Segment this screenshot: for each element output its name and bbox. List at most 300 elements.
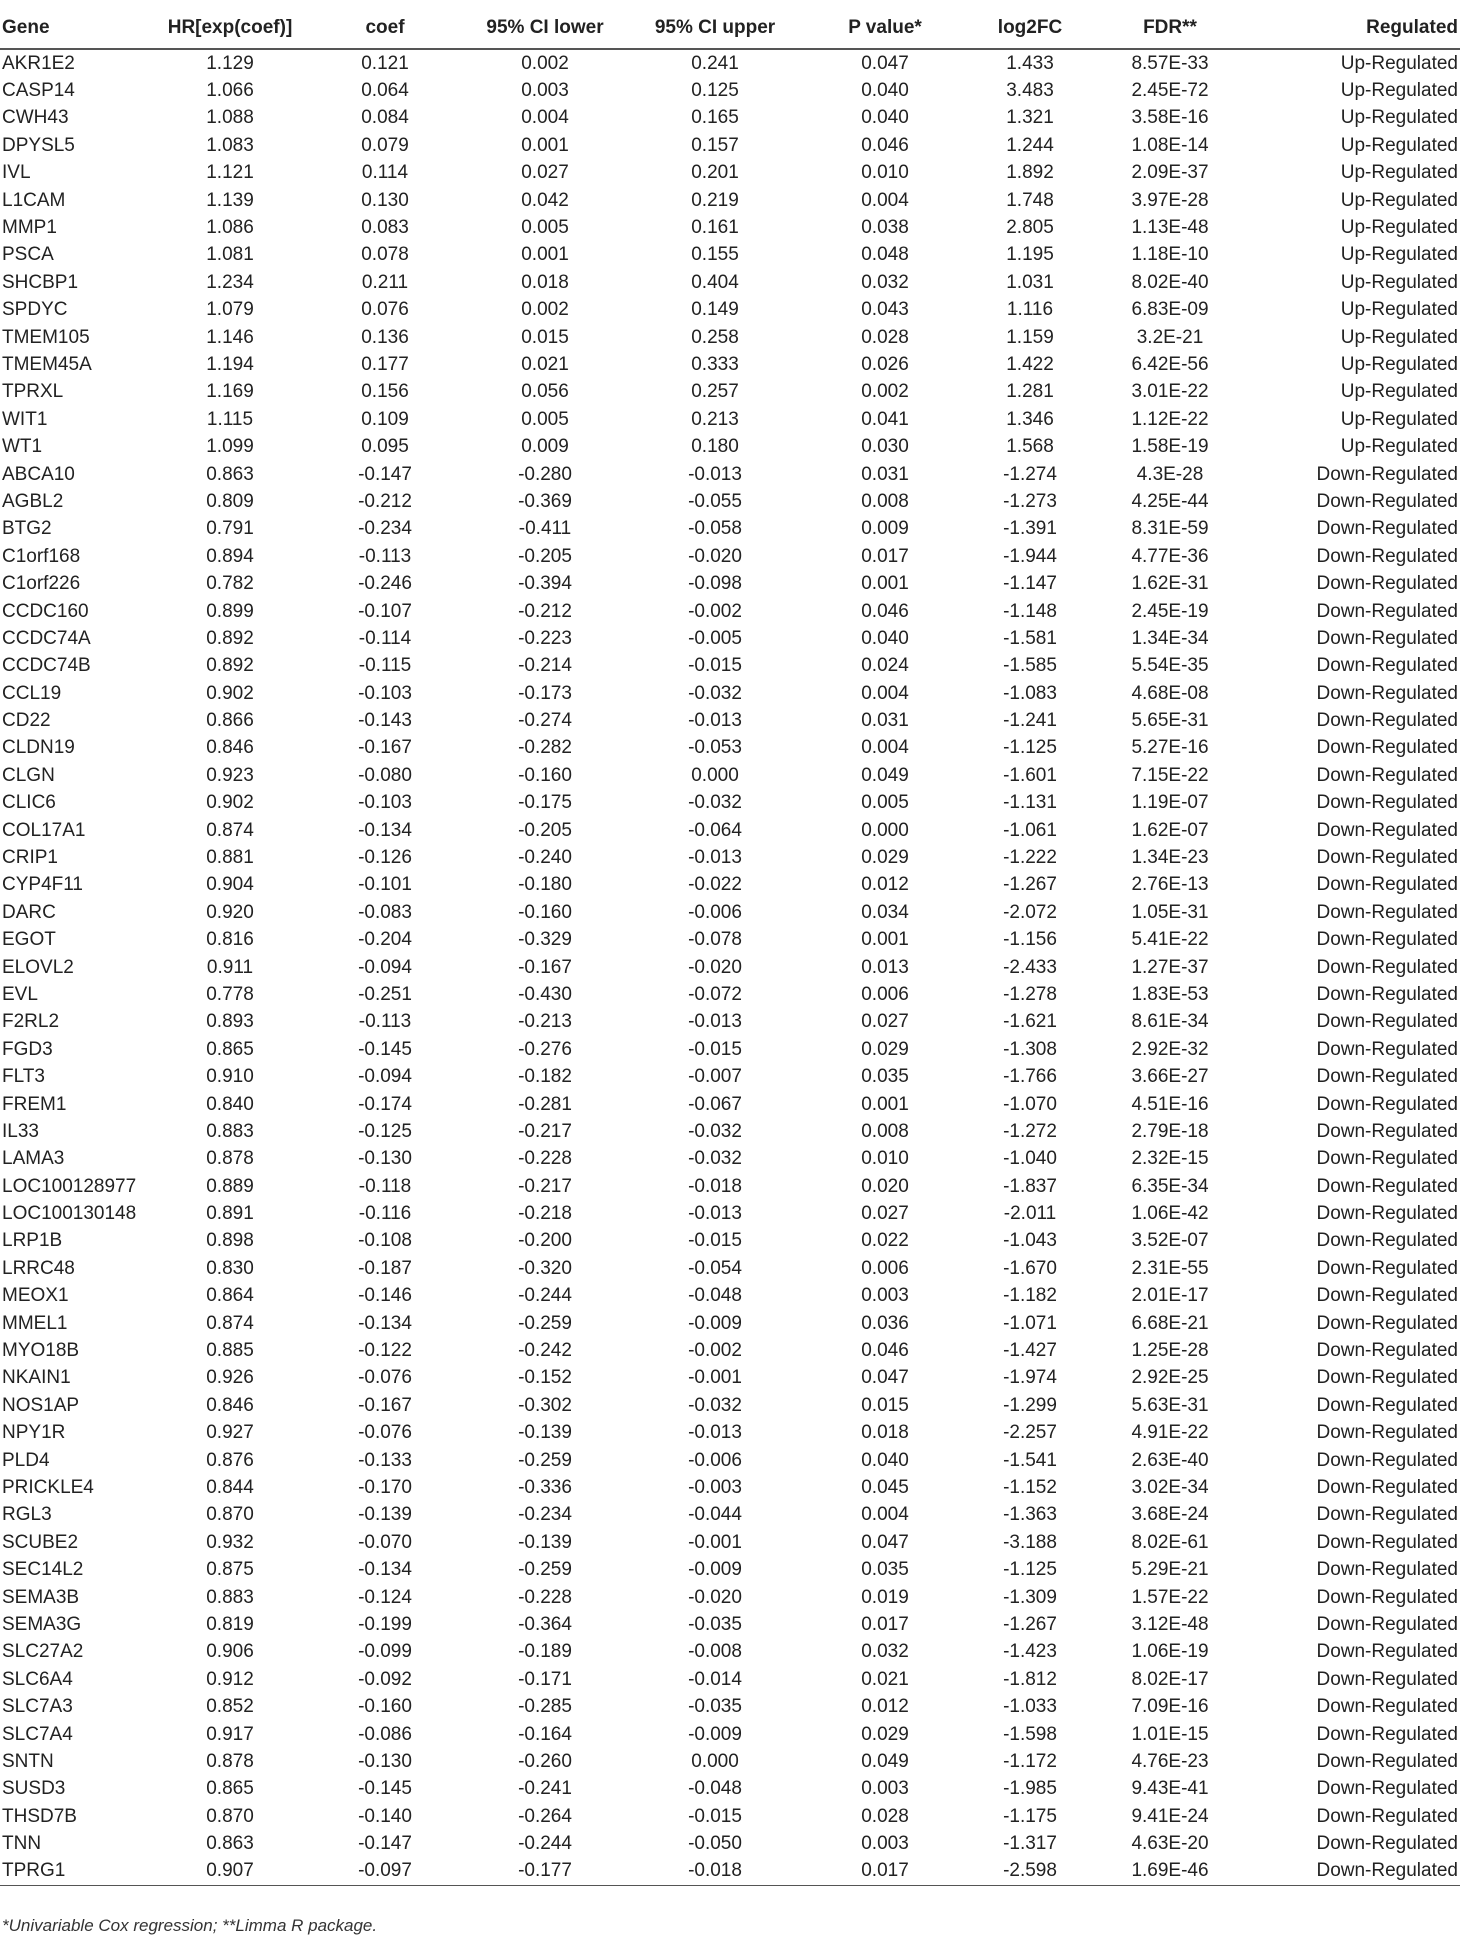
cell-fdr: 3.2E-21: [1136, 326, 1204, 348]
cell-coef: -0.246: [358, 573, 412, 595]
cell-coef: -0.113: [358, 1011, 412, 1033]
cell-ci-lower: -0.259: [518, 1559, 572, 1581]
table-row: [0, 570, 1460, 597]
cell-p-value: 0.041: [861, 408, 909, 430]
cell-coef: -0.099: [358, 1641, 412, 1663]
cell-coef: -0.124: [358, 1586, 412, 1608]
cell-ci-upper: -0.015: [688, 1805, 742, 1827]
table-row: [0, 735, 1460, 762]
cell-p-value: 0.032: [861, 271, 909, 293]
cell-fdr: 8.57E-33: [1131, 52, 1209, 74]
table-row: [0, 1337, 1460, 1364]
cell-p-value: 0.012: [861, 1696, 909, 1718]
cell-gene: LRRC48: [2, 1257, 75, 1279]
cell-gene: NOS1AP: [2, 1394, 80, 1416]
header-hr: HR[exp(coef)]: [160, 8, 300, 49]
cell-ci-lower: -0.171: [518, 1668, 572, 1690]
cell-log2fc: -1.273: [1003, 490, 1057, 512]
cell-ci-upper: -0.002: [688, 1340, 742, 1362]
cell-ci-lower: -0.139: [518, 1422, 572, 1444]
cell-fdr: 2.92E-25: [1131, 1367, 1209, 1389]
cell-gene: PRICKLE4: [2, 1477, 94, 1498]
cell-fdr: 1.06E-19: [1131, 1641, 1209, 1663]
cell-gene: TMEM45A: [2, 353, 92, 375]
cell-hr: 0.902: [206, 792, 254, 814]
cell-p-value: 0.034: [861, 901, 909, 923]
header-coef: coef: [300, 8, 470, 49]
cell-fdr: 7.15E-22: [1131, 764, 1209, 786]
cell-gene: DARC: [2, 901, 56, 923]
cell-gene: FLT3: [2, 1066, 45, 1088]
cell-fdr: 2.45E-19: [1131, 600, 1209, 622]
cell-fdr: 2.32E-15: [1131, 1148, 1209, 1170]
cell-ci-lower: -0.259: [518, 1312, 572, 1334]
cell-log2fc: -3.188: [1003, 1531, 1057, 1553]
cell-fdr: 1.34E-34: [1131, 627, 1209, 649]
cell-ci-lower: 0.042: [521, 189, 569, 211]
table-footnote: *Univariable Cox regression; **Limma R package.: [2, 1916, 378, 1935]
cell-ci-upper: -0.006: [688, 901, 742, 923]
cell-fdr: 1.83E-53: [1131, 983, 1209, 1005]
cell-log2fc: -1.070: [1003, 1093, 1057, 1115]
cell-gene: ABCA10: [2, 463, 75, 485]
cell-p-value: 0.000: [861, 819, 909, 841]
cell-ci-upper: 0.155: [691, 244, 739, 266]
cell-coef: -0.134: [358, 1559, 412, 1581]
cell-p-value: 0.024: [861, 655, 909, 677]
table-row: [0, 1091, 1460, 1118]
table-row: [0, 324, 1460, 351]
cell-ci-upper: 0.213: [691, 408, 739, 430]
cell-ci-lower: -0.394: [518, 573, 572, 595]
cell-gene: THSD7B: [2, 1805, 77, 1827]
cell-regulated: Down-Regulated: [1316, 1093, 1458, 1115]
cell-log2fc: -1.812: [1003, 1668, 1057, 1690]
cell-hr: 0.863: [206, 463, 254, 485]
cell-coef: -0.103: [358, 792, 412, 814]
cell-p-value: 0.027: [861, 1011, 909, 1033]
cell-gene: DPYSL5: [2, 134, 75, 156]
cell-log2fc: -1.985: [1003, 1778, 1057, 1800]
cell-ci-lower: -0.139: [518, 1531, 572, 1553]
cell-p-value: 0.046: [861, 134, 909, 156]
table-row: [0, 516, 1460, 543]
table-row: [0, 1310, 1460, 1337]
cell-gene: ELOVL2: [2, 956, 74, 978]
cell-regulated: Down-Regulated: [1316, 710, 1458, 732]
cell-coef: -0.146: [358, 1285, 412, 1307]
cell-p-value: 0.040: [861, 627, 909, 649]
cell-hr: 1.146: [206, 326, 254, 348]
cell-p-value: 0.031: [861, 463, 909, 485]
cell-coef: -0.108: [358, 1230, 412, 1252]
cell-ci-upper: 0.165: [691, 107, 739, 129]
cell-p-value: 0.043: [861, 299, 909, 321]
cell-fdr: 3.02E-34: [1131, 1477, 1209, 1498]
cell-ci-lower: -0.214: [518, 655, 572, 677]
cell-hr: 1.079: [206, 299, 254, 321]
cell-log2fc: -1.182: [1003, 1285, 1057, 1307]
cell-gene: SLC6A4: [2, 1668, 73, 1690]
cell-p-value: 0.010: [861, 1148, 909, 1170]
cell-regulated: Down-Regulated: [1316, 518, 1458, 540]
cell-p-value: 0.046: [861, 1340, 909, 1362]
cell-ci-upper: -0.078: [688, 929, 742, 951]
cell-gene: TNN: [2, 1833, 42, 1855]
cell-p-value: 0.035: [861, 1559, 909, 1581]
cell-ci-upper: 0.241: [691, 52, 739, 74]
cell-regulated: Up-Regulated: [1340, 271, 1458, 293]
header-log2fc: log2FC: [960, 8, 1100, 49]
cell-p-value: 0.040: [861, 80, 909, 102]
cell-coef: -0.199: [358, 1613, 412, 1635]
cell-regulated: Down-Regulated: [1316, 983, 1458, 1005]
cell-ci-upper: -0.032: [688, 1148, 742, 1170]
cell-p-value: 0.005: [861, 792, 909, 814]
cell-hr: 0.906: [206, 1641, 254, 1663]
cell-gene: SEMA3G: [2, 1613, 82, 1635]
cell-hr: 1.139: [206, 189, 254, 211]
cell-p-value: 0.045: [861, 1477, 909, 1498]
table-row: [0, 899, 1460, 926]
cell-ci-upper: -0.035: [688, 1613, 742, 1635]
cell-gene: EGOT: [2, 929, 56, 951]
table-row: [0, 433, 1460, 460]
cell-coef: -0.147: [358, 463, 412, 485]
cell-log2fc: 1.892: [1006, 162, 1054, 184]
cell-log2fc: -1.541: [1003, 1449, 1057, 1471]
cell-coef: -0.092: [358, 1668, 412, 1690]
cell-gene: NPY1R: [2, 1422, 66, 1444]
cell-ci-upper: 0.000: [691, 1750, 739, 1772]
cell-coef: 0.177: [361, 353, 409, 375]
table-row: [0, 488, 1460, 515]
cell-fdr: 1.18E-10: [1131, 244, 1209, 266]
cell-coef: -0.113: [358, 545, 412, 567]
cell-p-value: 0.003: [861, 1285, 909, 1307]
cell-hr: 0.912: [206, 1668, 254, 1690]
cell-regulated: Down-Regulated: [1316, 1394, 1458, 1416]
cell-fdr: 2.63E-40: [1131, 1449, 1209, 1471]
cell-ci-upper: -0.032: [688, 1394, 742, 1416]
cell-coef: -0.147: [358, 1833, 412, 1855]
cell-hr: 0.819: [206, 1613, 254, 1635]
cell-p-value: 0.030: [861, 436, 909, 458]
cell-hr: 0.892: [206, 655, 254, 677]
cell-ci-upper: -0.015: [688, 1038, 742, 1060]
cell-gene: SLC7A4: [2, 1723, 73, 1745]
cell-p-value: 0.028: [861, 1805, 909, 1827]
cell-regulated: Up-Regulated: [1340, 134, 1458, 156]
table-row: [0, 1666, 1460, 1693]
cell-ci-lower: -0.218: [518, 1203, 572, 1225]
cell-coef: -0.145: [358, 1778, 412, 1800]
cell-ci-upper: -0.015: [688, 1230, 742, 1252]
cell-gene: EVL: [2, 983, 38, 1005]
cell-ci-lower: -0.177: [470, 1858, 620, 1886]
cell-ci-lower: -0.223: [518, 627, 572, 649]
cell-p-value: 0.040: [861, 107, 909, 129]
table-row: [0, 406, 1460, 433]
cell-ci-upper: -0.072: [688, 983, 742, 1005]
cell-ci-upper: -0.005: [688, 627, 742, 649]
cell-ci-upper: -0.009: [688, 1723, 742, 1745]
cell-ci-lower: -0.285: [518, 1696, 572, 1718]
table-row: [0, 954, 1460, 981]
cell-hr: 0.894: [206, 545, 254, 567]
gene-cox-table: [0, 8, 1460, 1886]
cell-hr: 0.907: [160, 1858, 300, 1886]
cell-gene: CYP4F11: [2, 874, 83, 896]
cell-fdr: 4.77E-36: [1131, 545, 1209, 567]
cell-p-value: 0.035: [861, 1066, 909, 1088]
table-row: [0, 1556, 1460, 1583]
cell-regulated: Down-Regulated: [1316, 1641, 1458, 1663]
cell-hr: 0.898: [206, 1230, 254, 1252]
table-row: [0, 1255, 1460, 1282]
cell-gene: CLIC6: [2, 792, 56, 814]
cell-fdr: 1.12E-22: [1131, 408, 1209, 430]
cell-p-value: 0.001: [861, 573, 909, 595]
cell-regulated: Down-Regulated: [1316, 1805, 1458, 1827]
cell-regulated: Down-Regulated: [1316, 1340, 1458, 1362]
cell-regulated: Down-Regulated: [1316, 1449, 1458, 1471]
cell-gene: LOC100128977: [2, 1175, 137, 1197]
cell-p-value: 0.001: [861, 929, 909, 951]
cell-ci-upper: 0.149: [691, 299, 739, 321]
cell-hr: 0.899: [206, 600, 254, 622]
cell-hr: 0.885: [206, 1340, 254, 1362]
cell-coef: -0.086: [358, 1723, 412, 1745]
table-row: [0, 1858, 1460, 1886]
cell-gene: SPDYC: [2, 299, 68, 321]
cell-log2fc: -1.317: [1003, 1833, 1057, 1855]
cell-log2fc: -1.061: [1003, 819, 1057, 841]
cell-ci-lower: -0.282: [518, 737, 572, 759]
cell-gene: PLD4: [2, 1449, 50, 1471]
cell-regulated: Down-Regulated: [1316, 1175, 1458, 1197]
cell-ci-lower: -0.241: [518, 1778, 572, 1800]
cell-coef: -0.097: [300, 1858, 470, 1886]
table-row: [0, 844, 1460, 871]
cell-ci-upper: -0.013: [688, 1011, 742, 1033]
cell-fdr: 2.31E-55: [1131, 1257, 1209, 1279]
cell-ci-lower: -0.336: [518, 1477, 572, 1498]
cell-hr: 0.927: [206, 1422, 254, 1444]
table-row: [0, 132, 1460, 159]
cell-ci-lower: -0.276: [518, 1038, 572, 1060]
cell-p-value: 0.019: [861, 1586, 909, 1608]
cell-fdr: 1.08E-14: [1131, 134, 1209, 156]
cell-log2fc: -1.071: [1003, 1312, 1057, 1334]
cell-ci-upper: -0.008: [688, 1641, 742, 1663]
cell-regulated: Down-Regulated: [1316, 600, 1458, 622]
cell-fdr: 6.35E-34: [1131, 1175, 1209, 1197]
table-row: [0, 1529, 1460, 1556]
cell-hr: 1.099: [206, 436, 254, 458]
cell-fdr: 2.45E-72: [1131, 80, 1209, 102]
cell-gene: FGD3: [2, 1038, 53, 1060]
cell-hr: 0.876: [206, 1449, 254, 1471]
cell-hr: 0.874: [206, 1312, 254, 1334]
cell-log2fc: 1.116: [1006, 299, 1054, 321]
cell-hr: 0.889: [206, 1175, 254, 1197]
cell-p-value: 0.047: [861, 52, 909, 74]
cell-log2fc: -1.974: [1003, 1367, 1057, 1389]
cell-p-value: 0.027: [861, 1203, 909, 1225]
cell-ci-upper: -0.020: [688, 1586, 742, 1608]
cell-log2fc: -1.621: [1003, 1011, 1057, 1033]
cell-gene: LRP1B: [2, 1230, 63, 1252]
header-gene: Gene: [0, 8, 160, 49]
cell-log2fc: -1.766: [1003, 1066, 1057, 1088]
cell-ci-upper: 0.258: [691, 326, 739, 348]
cell-coef: -0.126: [358, 847, 412, 869]
cell-gene: CWH43: [2, 107, 69, 129]
cell-fdr: 2.09E-37: [1131, 162, 1209, 184]
cell-hr: 0.910: [206, 1066, 254, 1088]
cell-hr: 0.878: [206, 1148, 254, 1170]
cell-gene: SHCBP1: [2, 271, 79, 293]
cell-hr: 0.870: [206, 1805, 254, 1827]
cell-gene: CCL19: [2, 682, 62, 704]
table-row: [0, 653, 1460, 680]
cell-coef: -0.118: [358, 1175, 412, 1197]
cell-ci-lower: -0.160: [518, 764, 572, 786]
cell-gene: SNTN: [2, 1750, 54, 1772]
cell-fdr: 1.62E-07: [1131, 819, 1209, 841]
cell-regulated: Down-Regulated: [1316, 1257, 1458, 1279]
table-row: [0, 351, 1460, 378]
cell-ci-lower: -0.228: [518, 1586, 572, 1608]
cell-gene: MYO18B: [2, 1340, 80, 1362]
cell-p-value: 0.022: [861, 1230, 909, 1252]
cell-regulated: Down-Regulated: [1316, 1723, 1458, 1745]
cell-hr: 1.121: [206, 162, 254, 184]
cell-p-value: 0.020: [861, 1175, 909, 1197]
cell-ci-lower: -0.242: [518, 1340, 572, 1362]
cell-fdr: 1.13E-48: [1131, 217, 1209, 239]
cell-log2fc: 2.805: [1006, 217, 1054, 239]
table-row: [0, 1693, 1460, 1720]
cell-fdr: 1.34E-23: [1131, 847, 1209, 869]
cell-coef: -0.212: [358, 490, 412, 512]
cell-fdr: 8.02E-40: [1131, 271, 1209, 293]
cell-ci-upper: -0.013: [688, 1422, 742, 1444]
table-row: [0, 1173, 1460, 1200]
table-row: [0, 1803, 1460, 1830]
cell-p-value: 0.012: [861, 874, 909, 896]
cell-fdr: 6.42E-56: [1131, 353, 1209, 375]
cell-fdr: 2.92E-32: [1131, 1038, 1209, 1060]
cell-p-value: 0.010: [861, 162, 909, 184]
cell-hr: 0.844: [206, 1477, 254, 1498]
cell-hr: 1.234: [206, 271, 254, 293]
table-header-row: [0, 8, 1460, 49]
cell-ci-upper: -0.007: [688, 1066, 742, 1088]
cell-fdr: 7.09E-16: [1131, 1696, 1209, 1718]
cell-coef: 0.064: [361, 80, 409, 102]
table-row: [0, 1447, 1460, 1474]
table-row: [0, 1584, 1460, 1611]
cell-fdr: 5.27E-16: [1131, 737, 1209, 759]
cell-log2fc: -1.156: [1003, 929, 1057, 951]
cell-ci-lower: -0.244: [518, 1833, 572, 1855]
cell-hr: 0.932: [206, 1531, 254, 1553]
cell-gene: TPRXL: [2, 381, 64, 403]
cell-p-value: 0.006: [861, 1257, 909, 1279]
cell-regulated: Down-Regulated: [1316, 847, 1458, 869]
cell-ci-upper: -0.032: [688, 682, 742, 704]
cell-regulated: Down-Regulated: [1316, 1011, 1458, 1033]
cell-p-value: 0.018: [861, 1422, 909, 1444]
cell-gene: CLGN: [2, 764, 55, 786]
cell-hr: 1.083: [206, 134, 254, 156]
cell-ci-upper: -0.058: [688, 518, 742, 540]
cell-coef: -0.204: [358, 929, 412, 951]
cell-hr: 0.863: [206, 1833, 254, 1855]
cell-log2fc: -1.043: [1003, 1230, 1057, 1252]
table-row: [0, 927, 1460, 954]
cell-regulated: Up-Regulated: [1340, 107, 1458, 129]
cell-regulated: Up-Regulated: [1340, 80, 1458, 102]
cell-hr: 1.086: [206, 217, 254, 239]
cell-gene: SLC7A3: [2, 1696, 73, 1718]
cell-log2fc: 1.195: [1006, 244, 1054, 266]
cell-log2fc: -1.083: [1003, 682, 1057, 704]
cell-ci-lower: -0.213: [518, 1011, 572, 1033]
cell-gene: LAMA3: [2, 1148, 65, 1170]
cell-ci-upper: -0.002: [688, 600, 742, 622]
cell-log2fc: 1.244: [1006, 134, 1054, 156]
cell-fdr: 3.66E-27: [1131, 1066, 1209, 1088]
table-row: [0, 1228, 1460, 1255]
cell-coef: -0.080: [358, 764, 412, 786]
cell-regulated: Down-Regulated: [1316, 1120, 1458, 1142]
cell-regulated: Down-Regulated: [1316, 627, 1458, 649]
cell-hr: 0.865: [206, 1038, 254, 1060]
cell-regulated: Down-Regulated: [1316, 764, 1458, 786]
cell-gene: LOC100130148: [2, 1203, 137, 1225]
cell-p-value: 0.028: [861, 326, 909, 348]
cell-ci-lower: -0.240: [518, 847, 572, 869]
cell-log2fc: -1.125: [1003, 737, 1057, 759]
cell-coef: 0.136: [361, 326, 409, 348]
cell-p-value: 0.040: [861, 1449, 909, 1471]
cell-fdr: 1.62E-31: [1131, 573, 1209, 595]
cell-log2fc: 1.346: [1006, 408, 1054, 430]
cell-coef: 0.078: [361, 244, 409, 266]
cell-ci-lower: -0.205: [518, 819, 572, 841]
cell-fdr: 5.63E-31: [1131, 1394, 1209, 1416]
cell-fdr: 6.68E-21: [1131, 1312, 1209, 1334]
cell-gene: RGL3: [2, 1504, 52, 1526]
cell-ci-lower: -0.200: [518, 1230, 572, 1252]
cell-p-value: 0.048: [861, 244, 909, 266]
cell-log2fc: -1.152: [1003, 1477, 1057, 1498]
cell-coef: 0.083: [361, 217, 409, 239]
cell-regulated: Down-Regulated: [1316, 1312, 1458, 1334]
cell-p-value: 0.003: [861, 1778, 909, 1800]
cell-regulated: Up-Regulated: [1340, 244, 1458, 266]
cell-log2fc: -1.278: [1003, 983, 1057, 1005]
cell-ci-lower: -0.369: [518, 490, 572, 512]
cell-coef: 0.114: [361, 162, 409, 184]
cell-gene: SEC14L2: [2, 1559, 84, 1581]
cell-ci-lower: -0.160: [518, 901, 572, 923]
cell-log2fc: 1.031: [1006, 271, 1054, 293]
cell-ci-lower: -0.228: [518, 1148, 572, 1170]
